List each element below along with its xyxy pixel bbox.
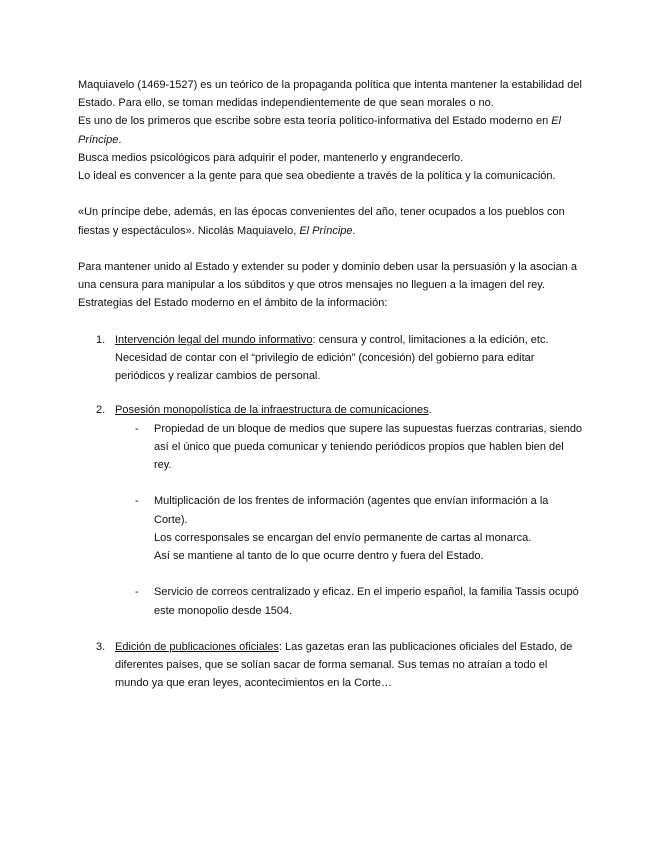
list-number: 3. xyxy=(96,641,106,653)
bullet-item-3: - Servicio de correos centralizado y eficaz. En el imperio español, la familia Tassis ocupó este monopolio desde 1504. xyxy=(78,583,583,619)
intro-text: Es uno de los primeros que escribe sobre esta teoría político-informativa del Estado moderno en xyxy=(78,115,549,128)
dash-bullet: - xyxy=(135,586,139,599)
list-number: 2. xyxy=(96,404,106,417)
dash-bullet: - xyxy=(135,422,139,435)
list-item-1: 1. Intervención legal del mundo informativo: censura y control, limitaciones a la edición, etc. Necesidad de contar con el “privilegio de edición” (concesión) del gobierno para editar periódicos y realizar cambios de personal. xyxy=(78,331,583,386)
strategies-heading: Estrategias del Estado moderno en el ámbito de la información: xyxy=(78,297,388,310)
list-item-3: 3. Edición de publicaciones oficiales: Las gazetas eran las publicaciones oficiales del Estado, de diferentes países, que se solían sacar de forma semanal. Sus temas no atraían a todo el mundo ya que eran leyes, acontecimientos en la Corte… xyxy=(78,638,583,693)
list-number: 1. xyxy=(96,333,106,346)
bullet-item-1: - Propiedad de un bloque de medios que supere las supuestas fuerzas contrarias, siendo así el único que pueda comunicar y teniendo periódicos propios que hablen bien del rey. xyxy=(78,420,583,475)
list-item-note: Necesidad de contar con el “privilegio de edición” (concesión) del gobierno para editar periódicos y realizar cambios de personal. xyxy=(115,352,535,383)
quote-text: «Un príncipe debe, además, en las épocas convenientes del año, tener ocupados a los pueblos con fiestas y espectáculos». Nicolás Maquiavelo, xyxy=(78,206,565,237)
quote-paragraph: «Un príncipe debe, además, en las épocas convenientes del año, tener ocupados a los pueblos con fiestas y espectáculos». Nicolás Maquiavelo, El Príncipe. xyxy=(78,206,565,237)
section-paragraph: Para mantener unido al Estado y extender su poder y dominio deben usar la persuasión y la asocian a una censura para manipular a los súbditos y que otros mensajes no lleguen a la imagen del rey. xyxy=(78,261,577,292)
list-item-title: Edición de publicaciones oficiales xyxy=(115,641,279,653)
intro-paragraph-3: Busca medios psicológicos para adquirir el poder, mantenerlo y engrandecerlo. xyxy=(78,151,464,164)
intro-paragraph-4: Lo ideal es convencer a la gente para que sea obediente a través de la política y la comunicación. xyxy=(78,170,556,183)
quote-source: El Príncipe xyxy=(299,224,353,237)
list-item-title: Posesión monopolística de la infraestructura de comunicaciones xyxy=(115,404,429,417)
intro-paragraph-2: Es uno de los primeros que escribe sobre esta teoría político-informativa del Estado moderno en El Príncipe. xyxy=(78,115,562,146)
book-title: El Príncipe xyxy=(78,115,562,146)
dash-bullet: - xyxy=(135,495,139,508)
bullet-item-2: - Multiplicación de los frentes de información (agentes que envían información a la Corte). Los corresponsales se encargan del envío permanente de cartas al monarca. Así se mantiene al tanto de lo que ocurre dentro y fuera del Estado. xyxy=(78,492,583,565)
list-item-title: Intervención legal del mundo informativo xyxy=(115,333,313,346)
intro-paragraph: Maquiavelo (1469-1527) es un teórico de la propaganda política que intenta mantener la estabilidad del Estado. Para ello, se toman medidas independientemente de que sean morales o no. xyxy=(78,79,582,110)
list-item-2: 2. Posesión monopolística de la infraestructura de comunicaciones. xyxy=(78,401,583,419)
document-body xyxy=(78,76,583,693)
